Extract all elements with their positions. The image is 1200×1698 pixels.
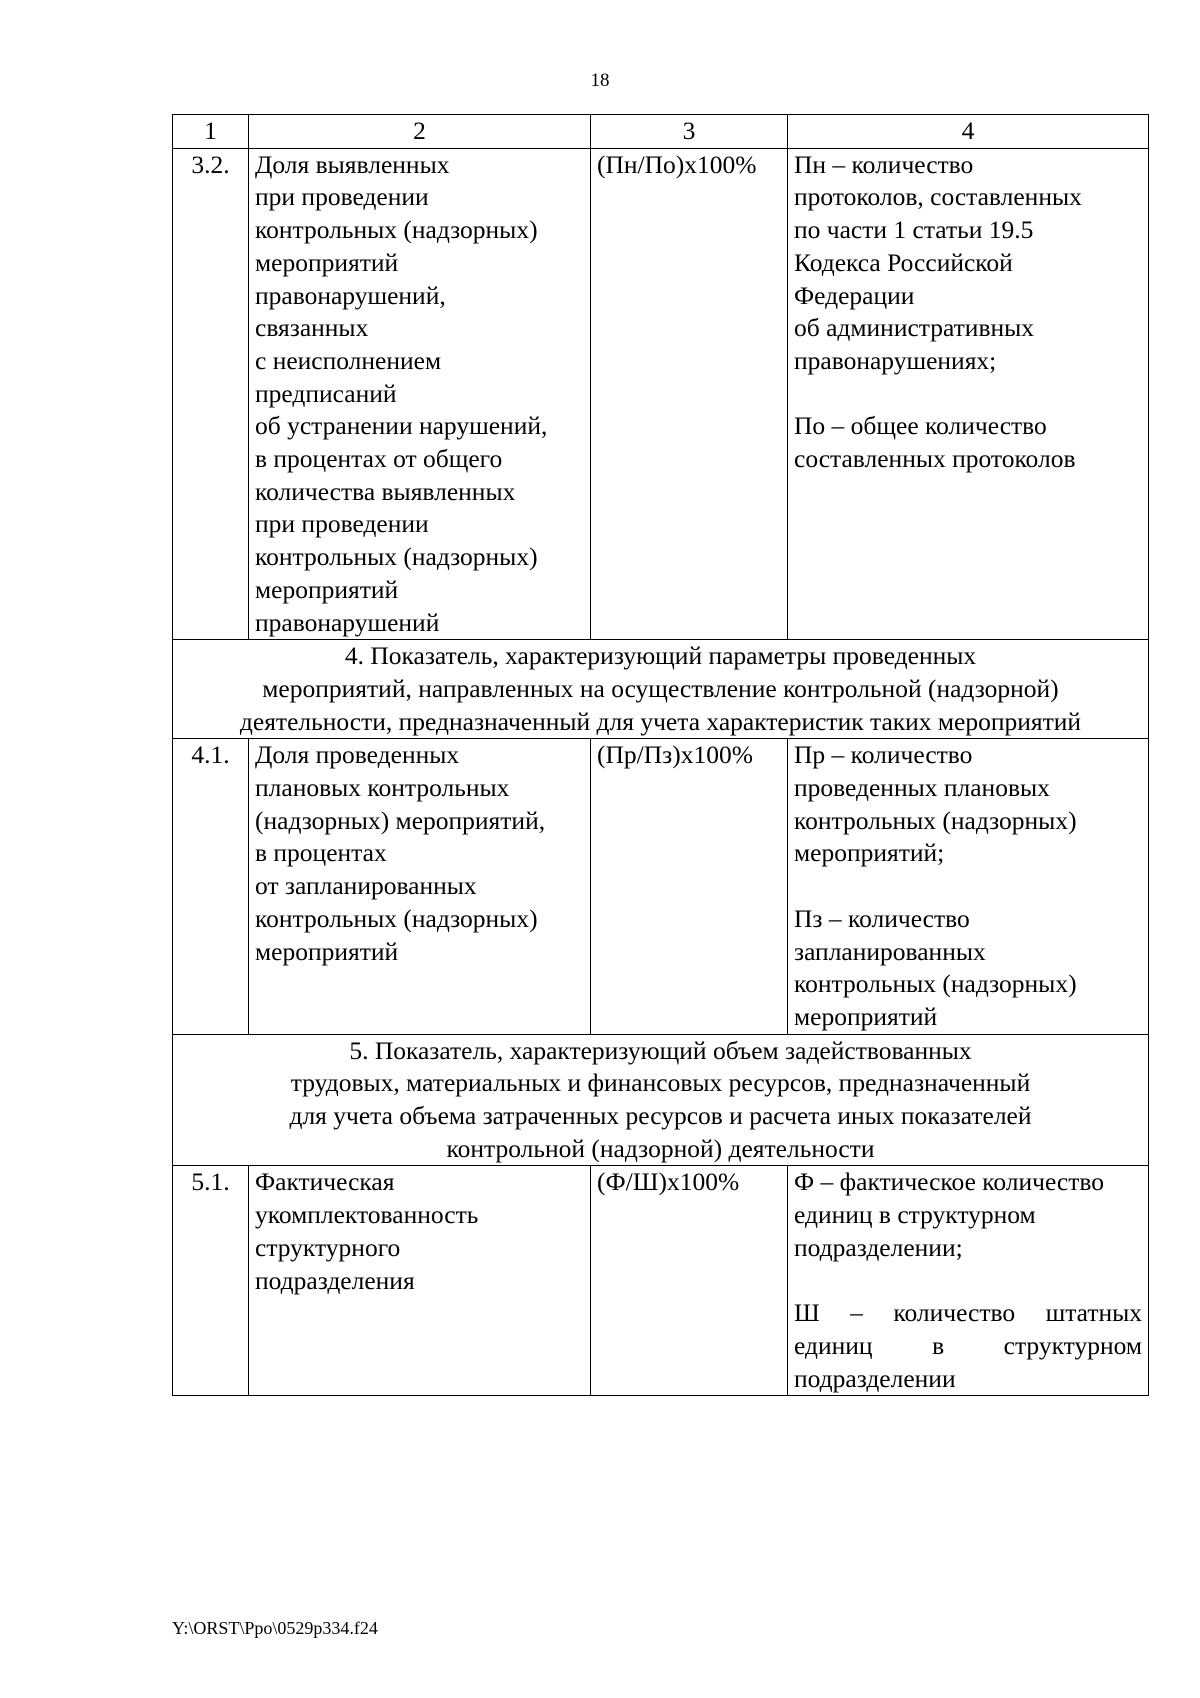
text-line: укомплектованность bbox=[255, 1200, 479, 1230]
text-line: связанных bbox=[255, 313, 369, 343]
text-line: подразделении bbox=[794, 1363, 956, 1393]
indicator-name bbox=[249, 1166, 591, 1396]
text-line: Ф – фактическое количество bbox=[794, 1167, 1105, 1197]
text-line: Доля выявленных bbox=[255, 149, 450, 179]
text-line: контрольных (надзорных) bbox=[255, 542, 538, 572]
text-line: Ш – количество штатных bbox=[794, 1298, 1142, 1328]
formula-description bbox=[788, 1166, 1149, 1396]
text-line: Пр – количество bbox=[794, 740, 973, 770]
text-line: предписаний bbox=[255, 378, 397, 408]
formula-description bbox=[788, 739, 1149, 1034]
formula-description bbox=[788, 148, 1149, 640]
text-line: проведенных плановых bbox=[794, 773, 1050, 803]
text-line: мероприятий, направленных на осуществление контрольной (надзорной) bbox=[262, 673, 1059, 703]
paragraph-gap bbox=[794, 870, 1142, 903]
text-line: для учета объема затраченных ресурсов и расчета иных показателей bbox=[289, 1101, 1032, 1131]
text-line: об устранении нарушений, bbox=[255, 411, 548, 441]
text-line: контрольных (надзорных) bbox=[794, 969, 1077, 999]
text-line: трудовых, материальных и финансовых ресурсов, предназначенный bbox=[290, 1068, 1031, 1098]
text-line: Федерации bbox=[794, 280, 915, 310]
section-heading bbox=[173, 640, 1149, 739]
file-path-footer: Y:\ORST\Ppo\0529p334.f24 bbox=[172, 1618, 378, 1638]
text-line: правонарушений, bbox=[255, 280, 446, 310]
text-line: правонарушений bbox=[255, 607, 440, 637]
text-line: мероприятий bbox=[255, 936, 399, 966]
column-header: 3 bbox=[591, 115, 788, 149]
text-line: 5. Показатель, характеризующий объем задействованных bbox=[349, 1035, 972, 1065]
text-line: с неисполнением bbox=[255, 345, 442, 375]
row-number: 5.1. bbox=[173, 1166, 249, 1396]
indicators-table bbox=[172, 114, 1149, 1396]
text-line: деятельности, предназначенный для учета характеристик таких мероприятий bbox=[239, 706, 1082, 736]
text-line: мероприятий bbox=[794, 1001, 938, 1031]
text-line: подразделения bbox=[255, 1265, 415, 1295]
text-line: количества выявленных bbox=[255, 476, 516, 506]
column-header: 1 bbox=[173, 115, 249, 149]
formula: (Пр/Пз)x100% bbox=[591, 739, 788, 1034]
text-line: при проведении bbox=[255, 509, 429, 539]
text-line: Пз – количество bbox=[794, 903, 970, 933]
text-line: Пн – количество bbox=[794, 149, 974, 179]
text-line: по части 1 статьи 19.5 bbox=[794, 215, 1034, 245]
text-line: протоколов, составленных bbox=[794, 182, 1082, 212]
text-line: мероприятий; bbox=[794, 838, 945, 868]
table-header-row bbox=[173, 115, 1149, 149]
table-row bbox=[173, 1166, 1149, 1396]
text-line: контрольных (надзорных) bbox=[255, 215, 538, 245]
text-line: По – общее количество bbox=[794, 411, 1047, 441]
text-line: контрольных (надзорных) bbox=[255, 903, 538, 933]
text-line: составленных протоколов bbox=[794, 444, 1076, 474]
column-header: 4 bbox=[788, 115, 1149, 149]
text-line: Фактическая bbox=[255, 1167, 395, 1197]
section-heading bbox=[173, 1034, 1149, 1166]
formula: (Ф/Ш)x100% bbox=[591, 1166, 788, 1396]
text-line: контрольных (надзорных) bbox=[794, 805, 1077, 835]
paragraph-gap bbox=[794, 1265, 1142, 1298]
text-line: Доля проведенных bbox=[255, 740, 460, 770]
text-line: контрольной (надзорной) деятельности bbox=[446, 1133, 875, 1163]
text-line: запланированных bbox=[794, 936, 986, 966]
text-line: мероприятий bbox=[255, 247, 399, 277]
row-number: 4.1. bbox=[173, 739, 249, 1034]
table-row bbox=[173, 739, 1149, 1034]
text-line: плановых контрольных bbox=[255, 773, 510, 803]
page-number: 18 bbox=[590, 70, 610, 91]
text-line: подразделении; bbox=[794, 1232, 963, 1262]
text-line: единиц в структурном bbox=[794, 1330, 1142, 1360]
text-line: (надзорных) мероприятий, bbox=[255, 805, 546, 835]
text-line: в процентах bbox=[255, 838, 387, 868]
text-line: от запланированных bbox=[255, 871, 477, 901]
text-line: об административных bbox=[794, 313, 1035, 343]
section-heading-row bbox=[173, 640, 1149, 739]
paragraph-gap bbox=[794, 378, 1142, 411]
column-header: 2 bbox=[249, 115, 591, 149]
text-line: Кодекса Российской bbox=[794, 247, 1013, 277]
row-number: 3.2. bbox=[173, 148, 249, 640]
text-line: мероприятий bbox=[255, 574, 399, 604]
text-line: 4. Показатель, характеризующий параметры проведенных bbox=[344, 641, 977, 671]
indicator-name bbox=[249, 739, 591, 1034]
text-line: в процентах от общего bbox=[255, 444, 503, 474]
table-row bbox=[173, 148, 1149, 640]
indicator-name bbox=[249, 148, 591, 640]
text-line: единиц в структурном bbox=[794, 1200, 1036, 1230]
text-line: структурного bbox=[255, 1232, 401, 1262]
text-line: при проведении bbox=[255, 182, 429, 212]
formula: (Пн/По)x100% bbox=[591, 148, 788, 640]
section-heading-row bbox=[173, 1034, 1149, 1166]
text-line: правонарушениях; bbox=[794, 345, 997, 375]
